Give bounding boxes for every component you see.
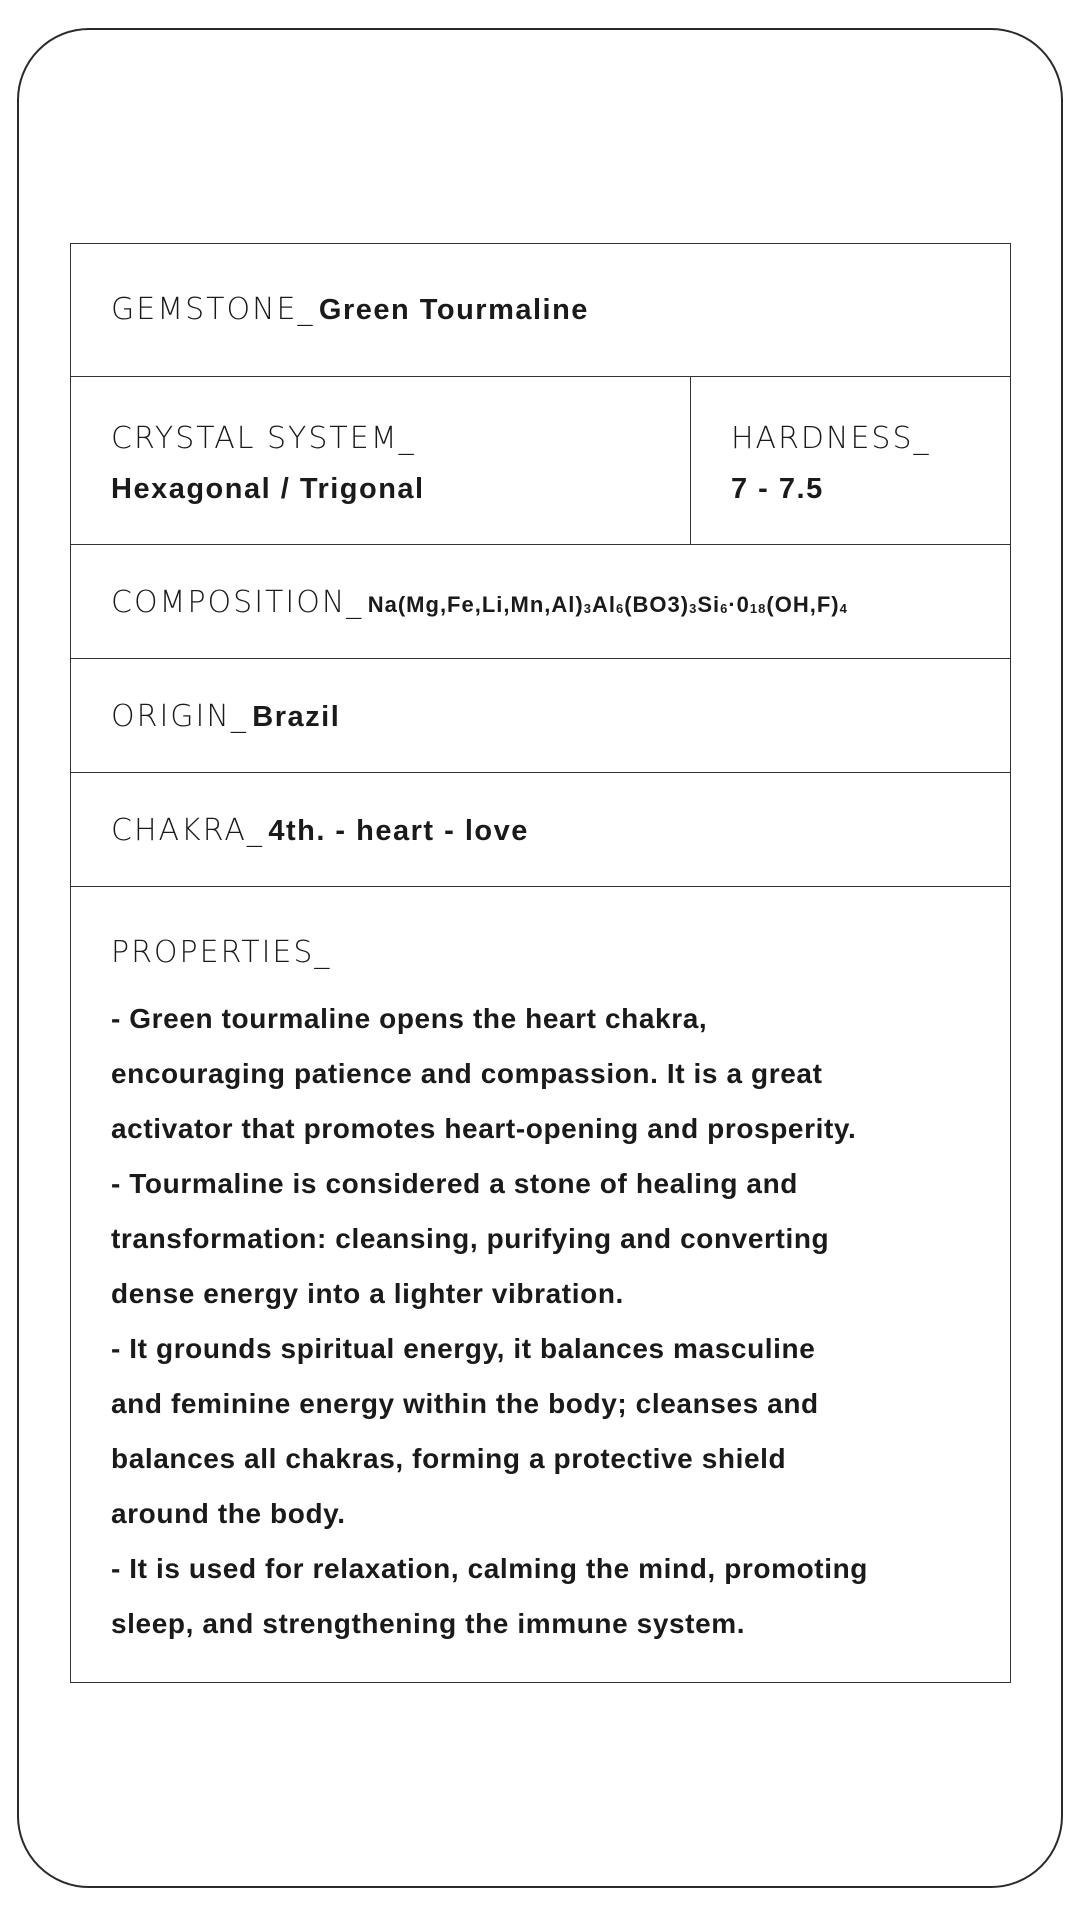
hardness-cell — [691, 377, 1010, 544]
chakra-row — [71, 773, 1010, 887]
properties-text — [111, 991, 981, 1651]
formula-part: Si — [697, 592, 721, 617]
hardness-label: HARDNESS_ — [731, 421, 931, 456]
properties-label: PROPERTIES_ — [111, 935, 332, 970]
formula-subscript: 3 — [689, 601, 698, 616]
chakra-line — [111, 813, 529, 848]
properties-line: balances all chakras, forming a protective shield — [111, 1443, 787, 1474]
crystal-hardness-row — [71, 377, 1010, 545]
chakra-value: 4th. - heart - love — [268, 815, 529, 847]
properties-line: sleep, and strengthening the immune system. — [111, 1608, 746, 1639]
gemstone-info-table — [70, 243, 1011, 1683]
formula-part: (BO3) — [624, 592, 690, 617]
composition-row — [71, 545, 1010, 659]
properties-line: dense energy into a lighter vibration. — [111, 1278, 624, 1309]
origin-line — [111, 699, 340, 734]
gemstone-row — [71, 244, 1010, 377]
properties-line: transformation: cleansing, purifying and converting — [111, 1223, 830, 1254]
formula-part: Al — [591, 592, 616, 617]
properties-line: around the body. — [111, 1498, 346, 1529]
crystal-system-cell — [71, 377, 691, 544]
properties-row — [71, 887, 1010, 1682]
properties-line: and feminine energy within the body; cleanses and — [111, 1388, 819, 1419]
formula-subscript: 6 — [615, 601, 625, 616]
hardness-value: 7 - 7.5 — [731, 473, 824, 505]
formula-subscript: 3 — [583, 601, 592, 616]
crystal-system-value: Hexagonal / Trigonal — [111, 473, 425, 505]
formula-subscript: 18 — [749, 601, 767, 616]
gemstone-value: Green Tourmaline — [318, 294, 589, 326]
chakra-label: CHAKRA_ — [111, 813, 264, 848]
composition-line — [111, 585, 848, 620]
properties-line: - Green tourmaline opens the heart chakra, — [111, 1003, 708, 1034]
formula-subscript: 4 — [839, 601, 848, 616]
gemstone-label: GEMSTONE_ — [111, 292, 315, 327]
formula-part: ·0 — [728, 592, 750, 617]
properties-line: - It is used for relaxation, calming the mind, promoting — [111, 1553, 869, 1584]
properties-line: encouraging patience and compassion. It is a great — [111, 1058, 823, 1089]
gemstone-line — [111, 292, 589, 327]
origin-value: Brazil — [252, 701, 341, 733]
properties-line: activator that promotes heart-opening and prosperity. — [111, 1113, 857, 1144]
crystal-system-label: CRYSTAL SYSTEM_ — [111, 421, 416, 456]
origin-row — [71, 659, 1010, 773]
properties-line: - Tourmaline is considered a stone of healing and — [111, 1168, 798, 1199]
formula-subscript: 6 — [720, 601, 729, 616]
composition-label: COMPOSITION_ — [111, 585, 364, 620]
formula-part: (OH,F) — [766, 592, 840, 617]
formula-part: Na(Mg,Fe,Li,Mn,Al) — [367, 592, 584, 617]
composition-formula — [368, 592, 848, 617]
origin-label: ORIGIN_ — [111, 699, 248, 734]
properties-line: - It grounds spiritual energy, it balances masculine — [111, 1333, 816, 1364]
